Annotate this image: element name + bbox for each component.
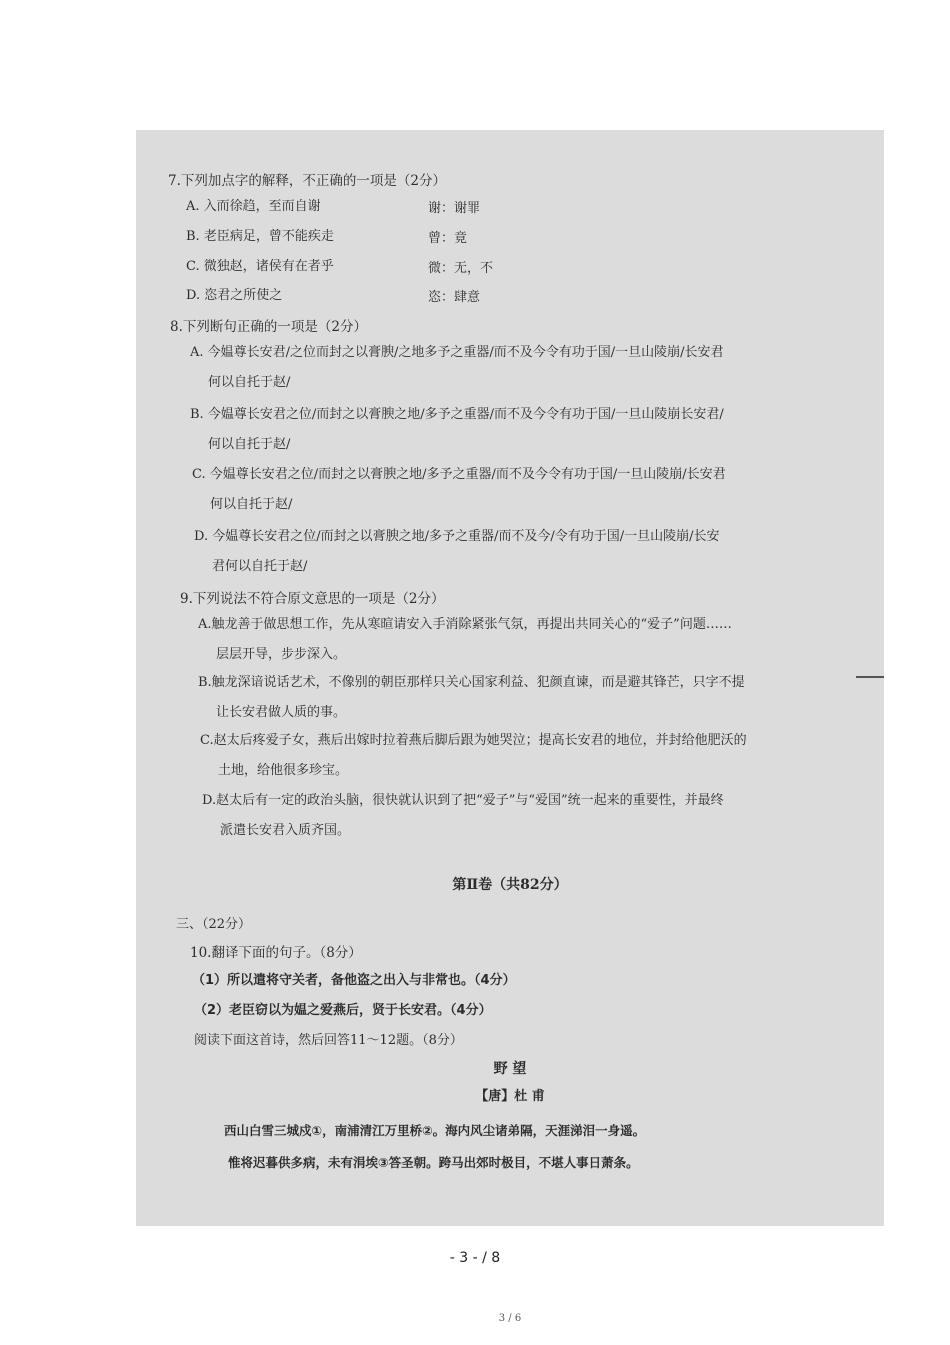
q8-option-d-line1: D. 今媪尊长安君之位/而封之以膏腴之地/多予之重器/而不及今/令有功于国/一旦山陵崩/长安 xyxy=(194,529,720,544)
q9-option-b-line1: B.触龙深谙说话艺术，不像别的朝臣那样只关心国家利益、犯颜直谏，而是避其锋芒，只字不提 xyxy=(198,675,745,690)
section-2-heading: 第Ⅱ卷（共82分） xyxy=(452,877,568,893)
q8-option-c-line1: C. 今媪尊长安君之位/而封之以膏腴之地/多予之重器/而不及今令有功于国/一旦山陵崩/长安君 xyxy=(192,467,726,482)
q7-gloss-d: 恣：肆意 xyxy=(428,290,481,305)
edge-mark xyxy=(856,676,884,678)
q8-stem: 8.下列断句正确的一项是（2分） xyxy=(170,319,367,335)
q9-option-c-line1: C.赵太后疼爱子女，燕后出嫁时拉着燕后脚后跟为她哭泣；提高长安君的地位，并封给他肥沃的 xyxy=(200,733,747,748)
q10-sentence-2: （2）老臣窃以为媪之爱燕后，贤于长安君。（4分） xyxy=(194,1003,492,1018)
q9-option-a-line1: A.触龙善于做思想工作，先从寒暄请安入手消除紧张气氛，再提出共同关心的“爱子”问题…… xyxy=(198,617,732,632)
q9-option-a-line2: 层层开导，步步深入。 xyxy=(216,647,347,662)
q7-gloss-b: 曾：竟 xyxy=(428,231,468,246)
q9-stem: 9.下列说法不符合原文意思的一项是（2分） xyxy=(180,591,445,607)
q8-option-c-line2: 何以自托于赵/ xyxy=(210,497,293,512)
q8-option-a-line2: 何以自托于赵/ xyxy=(208,375,291,390)
poem-line-1: 西山白雪三城戍①，南浦清江万里桥②。海内风尘诸弟隔，天涯涕泪一身遥。 xyxy=(224,1123,646,1138)
q9-option-c-line2: 土地，给他很多珍宝。 xyxy=(218,763,349,778)
q10-stem: 10.翻译下面的句子。（8分） xyxy=(190,945,362,961)
q8-option-b-line2: 何以自托于赵/ xyxy=(208,437,291,452)
q8-option-b-line1: B. 今媪尊长安君之位/而封之以膏腴之地/多予之重器/而不及今令有功于国/一旦山陵崩长安君/ xyxy=(190,407,724,422)
reading-instruction: 阅读下面这首诗，然后回答11～12题。（8分） xyxy=(194,1033,463,1048)
q7-stem: 7.下列加点字的解释，不正确的一项是（2分） xyxy=(168,173,446,189)
q9-option-d-line2: 派遣长安君入质齐国。 xyxy=(220,823,351,838)
q10-sentence-1: （1）所以遣将守关者，备他盗之出入与非常也。（4分） xyxy=(192,973,516,988)
poem-line-2: 惟将迟暮供多病，未有涓埃③答圣朝。跨马出郊时极目，不堪人事日萧条。 xyxy=(228,1155,639,1170)
part-3-heading: 三、（22分） xyxy=(176,917,252,932)
q9-option-d-line1: D.赵太后有一定的政治头脑，很快就认识到了把“爱子”与“爱国”统一起来的重要性，并最终 xyxy=(202,793,724,808)
q7-option-a: A. 入而徐趋，至而自谢 xyxy=(186,199,321,214)
q7-option-b: B. 老臣病足，曾不能疾走 xyxy=(186,229,334,244)
q9-option-b-line2: 让长安君做人质的事。 xyxy=(216,705,347,720)
poem-title: 野 望 xyxy=(493,1061,527,1077)
q7-gloss-a: 谢：谢罪 xyxy=(428,201,481,216)
q7-option-c: C. 微独赵，诸侯有在者乎 xyxy=(186,259,334,274)
page-footer: - 3 - / 8 xyxy=(449,1250,501,1266)
photo-page-number: 3 / 6 xyxy=(498,1313,522,1324)
q8-option-d-line2: 君何以自托于赵/ xyxy=(212,559,308,574)
q7-gloss-c: 微：无，不 xyxy=(428,261,494,276)
poem-author: 【唐】杜 甫 xyxy=(475,1089,545,1104)
q8-option-a-line1: A. 今媪尊长安君/之位而封之以膏腴/之地多予之重器/而不及今令有功于国/一旦山陵崩/长安君 xyxy=(190,345,724,360)
q7-option-d: D. 恣君之所使之 xyxy=(186,288,283,303)
